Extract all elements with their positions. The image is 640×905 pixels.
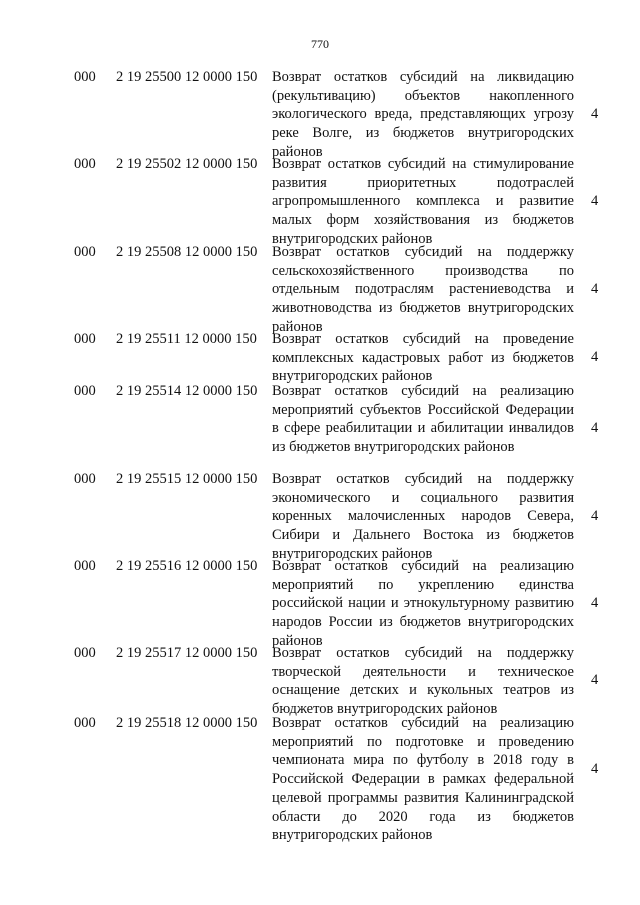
budget-classification-code: 2 19 25518 12 0000 150	[116, 715, 258, 731]
row-value: 4	[591, 281, 599, 297]
income-description: Возврат остатков субсидий на реализацию мероприятий по укреплению единства российской нации и этнокультурному развитию народов России из бюджетов внутригородских районов	[272, 558, 574, 649]
admin-code: 000	[74, 558, 96, 574]
admin-code: 000	[74, 156, 96, 172]
budget-classification-code: 2 19 25517 12 0000 150	[116, 645, 258, 661]
budget-classification-code: 2 19 25500 12 0000 150	[116, 69, 258, 85]
budget-classification-code: 2 19 25502 12 0000 150	[116, 156, 258, 172]
admin-code: 000	[74, 471, 96, 487]
admin-code: 000	[74, 383, 96, 399]
row-value: 4	[591, 508, 599, 524]
page-number: 770	[311, 37, 329, 51]
row-value: 4	[591, 420, 599, 436]
budget-classification-code: 2 19 25514 12 0000 150	[116, 383, 258, 399]
row-value: 4	[591, 193, 599, 209]
admin-code: 000	[74, 244, 96, 260]
income-description: Возврат остатков субсидий на реализацию мероприятий по подготовке и проведению чемпионата мира по футболу в 2018 году в Российской Федерации в рамках федеральной целевой программы развития Калининградской области до 2020 года из бюджетов внутригородских районов	[272, 715, 574, 844]
income-description: Возврат остатков субсидий на стимулирование развития приоритетных подотраслей агропромышленного комплекса и развитие малых форм хозяйствования из бюджетов внутригородских районов	[272, 156, 574, 247]
row-value: 4	[591, 595, 599, 611]
income-description: Возврат остатков субсидий на ликвидацию (рекультивацию) объектов накопленного экологического вреда, представляющих угрозу реке Волге, из бюджетов внутригородских районов	[272, 69, 574, 160]
row-value: 4	[591, 106, 599, 122]
admin-code: 000	[74, 69, 96, 85]
admin-code: 000	[74, 645, 96, 661]
admin-code: 000	[74, 331, 96, 347]
budget-classification-code: 2 19 25511 12 0000 150	[116, 331, 257, 347]
admin-code: 000	[74, 715, 96, 731]
income-description: Возврат остатков субсидий на проведение комплексных кадастровых работ из бюджетов внутригородских районов	[272, 331, 574, 385]
budget-classification-code: 2 19 25515 12 0000 150	[116, 471, 258, 487]
income-description: Возврат остатков субсидий на реализацию мероприятий субъектов Российской Федерации в сфере реабилитации и абилитации инвалидов из бюджетов внутригородских районов	[272, 383, 574, 456]
row-value: 4	[591, 349, 599, 365]
income-description: Возврат остатков субсидий на поддержку экономического и социального развития коренных малочисленных народов Севера, Сибири и Дальнего Востока из бюджетов внутригородских районов	[272, 471, 574, 562]
income-description: Возврат остатков субсидий на поддержку сельскохозяйственного производства по отдельным подотраслям растениеводства и животноводства из бюджетов внутригородских районов	[272, 244, 574, 335]
budget-classification-code: 2 19 25516 12 0000 150	[116, 558, 258, 574]
row-value: 4	[591, 672, 599, 688]
income-description: Возврат остатков субсидий на поддержку творческой деятельности и техническое оснащение детских и кукольных театров из бюджетов внутригородских районов	[272, 645, 574, 718]
budget-classification-code: 2 19 25508 12 0000 150	[116, 244, 258, 260]
row-value: 4	[591, 761, 599, 777]
